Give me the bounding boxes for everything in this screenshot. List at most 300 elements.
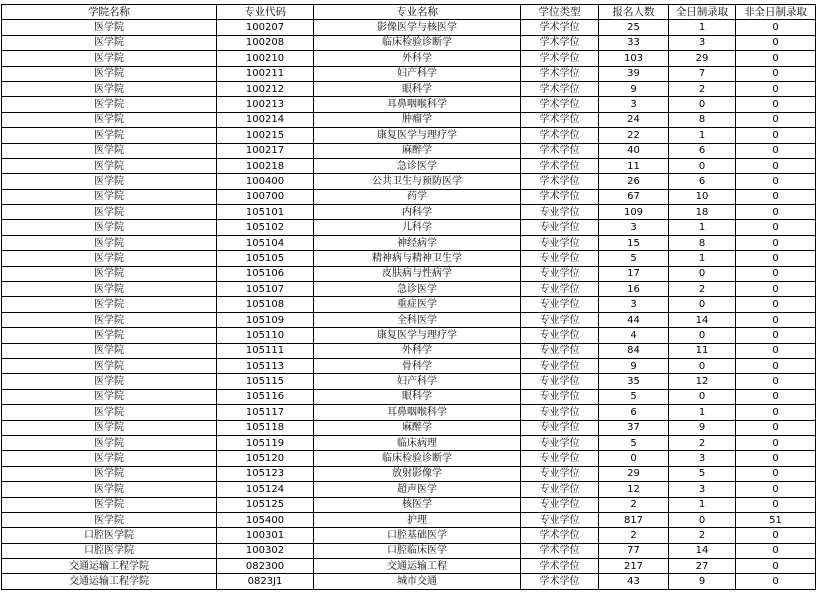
applicants-cell: 6: [599, 405, 669, 420]
major-name-cell: 耳鼻咽喉科学: [314, 405, 521, 420]
fulltime-admitted-cell: 0: [669, 512, 736, 527]
applicants-cell: 24: [599, 112, 669, 127]
parttime-admitted-cell: 0: [736, 128, 816, 143]
college-name-cell: 医学院: [2, 235, 217, 250]
table-row: [2, 420, 816, 435]
major-code-cell: 105117: [217, 405, 314, 420]
table-row: [2, 451, 816, 466]
college-name-cell: 医学院: [2, 20, 217, 35]
major-name-cell: 临床检验诊断学: [314, 35, 521, 50]
table-row: [2, 266, 816, 281]
parttime-admitted-cell: 0: [736, 220, 816, 235]
college-name-cell: 口腔医学院: [2, 528, 217, 543]
applicants-cell: 29: [599, 466, 669, 481]
degree-type-cell: 学术学位: [521, 143, 599, 158]
applicants-cell: 2: [599, 497, 669, 512]
fulltime-admitted-cell: 1: [669, 20, 736, 35]
major-code-cell: 105110: [217, 328, 314, 343]
major-code-cell: 100207: [217, 20, 314, 35]
major-name-cell: 药学: [314, 189, 521, 204]
parttime-admitted-cell: 0: [736, 97, 816, 112]
major-code-cell: 105113: [217, 358, 314, 373]
table-row: [2, 559, 816, 574]
major-name-cell: 康复医学与理疗学: [314, 328, 521, 343]
table-row: [2, 497, 816, 512]
major-name-cell: 麻醉学: [314, 420, 521, 435]
major-code-cell: 100217: [217, 143, 314, 158]
fulltime-admitted-cell: 8: [669, 235, 736, 250]
table-row: [2, 174, 816, 189]
fulltime-admitted-cell: 2: [669, 528, 736, 543]
table-row: [2, 35, 816, 50]
fulltime-admitted-cell: 7: [669, 66, 736, 81]
degree-type-cell: 学术学位: [521, 81, 599, 96]
header-major-code: 专业代码: [217, 5, 314, 20]
applicants-cell: 4: [599, 328, 669, 343]
table-row: [2, 466, 816, 481]
fulltime-admitted-cell: 1: [669, 220, 736, 235]
parttime-admitted-cell: 0: [736, 205, 816, 220]
college-name-cell: 交通运输工程学院: [2, 574, 217, 589]
table-row: [2, 20, 816, 35]
college-name-cell: 医学院: [2, 312, 217, 327]
degree-type-cell: 学术学位: [521, 128, 599, 143]
college-name-cell: 医学院: [2, 128, 217, 143]
applicants-cell: 40: [599, 143, 669, 158]
fulltime-admitted-cell: 3: [669, 451, 736, 466]
applicants-cell: 44: [599, 312, 669, 327]
table-row: [2, 343, 816, 358]
applicants-cell: 15: [599, 235, 669, 250]
major-code-cell: 105109: [217, 312, 314, 327]
header-degree-type: 学位类型: [521, 5, 599, 20]
major-code-cell: 105101: [217, 205, 314, 220]
fulltime-admitted-cell: 14: [669, 543, 736, 558]
major-name-cell: 儿科学: [314, 220, 521, 235]
major-code-cell: 100302: [217, 543, 314, 558]
college-name-cell: 医学院: [2, 189, 217, 204]
fulltime-admitted-cell: 27: [669, 559, 736, 574]
header-major-name: 专业名称: [314, 5, 521, 20]
major-name-cell: 重症医学: [314, 297, 521, 312]
fulltime-admitted-cell: 0: [669, 266, 736, 281]
table-row: [2, 297, 816, 312]
degree-type-cell: 学术学位: [521, 174, 599, 189]
applicants-cell: 43: [599, 574, 669, 589]
major-code-cell: 105106: [217, 266, 314, 281]
table-row: [2, 482, 816, 497]
parttime-admitted-cell: 0: [736, 482, 816, 497]
fulltime-admitted-cell: 8: [669, 112, 736, 127]
major-name-cell: 肿瘤学: [314, 112, 521, 127]
major-name-cell: 交通运输工程: [314, 559, 521, 574]
table-row: [2, 312, 816, 327]
major-name-cell: 核医学: [314, 497, 521, 512]
major-code-cell: 100301: [217, 528, 314, 543]
major-code-cell: 100215: [217, 128, 314, 143]
table-row: [2, 405, 816, 420]
major-code-cell: 105115: [217, 374, 314, 389]
table-row: [2, 389, 816, 404]
table-row: [2, 189, 816, 204]
major-name-cell: 外科学: [314, 51, 521, 66]
applicants-cell: 217: [599, 559, 669, 574]
degree-type-cell: 学术学位: [521, 112, 599, 127]
table-row: [2, 374, 816, 389]
degree-type-cell: 专业学位: [521, 451, 599, 466]
table-header-row: [2, 5, 816, 20]
applicants-cell: 17: [599, 266, 669, 281]
major-name-cell: 妇产科学: [314, 66, 521, 81]
degree-type-cell: 专业学位: [521, 405, 599, 420]
degree-type-cell: 专业学位: [521, 497, 599, 512]
major-code-cell: 100208: [217, 35, 314, 50]
parttime-admitted-cell: 0: [736, 282, 816, 297]
fulltime-admitted-cell: 3: [669, 482, 736, 497]
major-name-cell: 妇产科学: [314, 374, 521, 389]
table-row: [2, 66, 816, 81]
parttime-admitted-cell: 51: [736, 512, 816, 527]
admissions-table: [1, 4, 816, 590]
applicants-cell: 39: [599, 66, 669, 81]
major-name-cell: 眼科学: [314, 389, 521, 404]
fulltime-admitted-cell: 12: [669, 374, 736, 389]
college-name-cell: 医学院: [2, 420, 217, 435]
parttime-admitted-cell: 0: [736, 574, 816, 589]
parttime-admitted-cell: 0: [736, 189, 816, 204]
degree-type-cell: 学术学位: [521, 35, 599, 50]
major-name-cell: 内科学: [314, 205, 521, 220]
table-row: [2, 512, 816, 527]
college-name-cell: 医学院: [2, 374, 217, 389]
applicants-cell: 37: [599, 420, 669, 435]
major-code-cell: 105111: [217, 343, 314, 358]
applicants-cell: 11: [599, 158, 669, 173]
applicants-cell: 25: [599, 20, 669, 35]
parttime-admitted-cell: 0: [736, 358, 816, 373]
major-code-cell: 105400: [217, 512, 314, 527]
fulltime-admitted-cell: 1: [669, 251, 736, 266]
applicants-cell: 3: [599, 220, 669, 235]
parttime-admitted-cell: 0: [736, 528, 816, 543]
applicants-cell: 109: [599, 205, 669, 220]
major-code-cell: 105123: [217, 466, 314, 481]
fulltime-admitted-cell: 0: [669, 297, 736, 312]
header-applicants: 报名人数: [599, 5, 669, 20]
college-name-cell: 医学院: [2, 358, 217, 373]
college-name-cell: 医学院: [2, 97, 217, 112]
applicants-cell: 817: [599, 512, 669, 527]
degree-type-cell: 专业学位: [521, 282, 599, 297]
applicants-cell: 9: [599, 81, 669, 96]
applicants-cell: 5: [599, 389, 669, 404]
college-name-cell: 医学院: [2, 143, 217, 158]
college-name-cell: 医学院: [2, 389, 217, 404]
fulltime-admitted-cell: 9: [669, 574, 736, 589]
degree-type-cell: 专业学位: [521, 389, 599, 404]
major-code-cell: 0823J1: [217, 574, 314, 589]
fulltime-admitted-cell: 0: [669, 158, 736, 173]
degree-type-cell: 学术学位: [521, 20, 599, 35]
parttime-admitted-cell: 0: [736, 266, 816, 281]
major-code-cell: 105107: [217, 282, 314, 297]
major-code-cell: 100210: [217, 51, 314, 66]
fulltime-admitted-cell: 3: [669, 35, 736, 50]
college-name-cell: 医学院: [2, 51, 217, 66]
table-row: [2, 220, 816, 235]
parttime-admitted-cell: 0: [736, 112, 816, 127]
major-code-cell: 105124: [217, 482, 314, 497]
major-code-cell: 105104: [217, 235, 314, 250]
table-row: [2, 128, 816, 143]
major-name-cell: 麻醉学: [314, 143, 521, 158]
fulltime-admitted-cell: 9: [669, 420, 736, 435]
fulltime-admitted-cell: 1: [669, 497, 736, 512]
applicants-cell: 22: [599, 128, 669, 143]
degree-type-cell: 专业学位: [521, 205, 599, 220]
college-name-cell: 医学院: [2, 297, 217, 312]
degree-type-cell: 专业学位: [521, 343, 599, 358]
degree-type-cell: 专业学位: [521, 235, 599, 250]
college-name-cell: 医学院: [2, 220, 217, 235]
applicants-cell: 33: [599, 35, 669, 50]
major-name-cell: 放射影像学: [314, 466, 521, 481]
major-code-cell: 100212: [217, 81, 314, 96]
table-row: [2, 251, 816, 266]
major-code-cell: 105102: [217, 220, 314, 235]
parttime-admitted-cell: 0: [736, 66, 816, 81]
major-name-cell: 临床病理: [314, 435, 521, 450]
degree-type-cell: 学术学位: [521, 51, 599, 66]
header-college-name: 学院名称: [2, 5, 217, 20]
major-code-cell: 100213: [217, 97, 314, 112]
parttime-admitted-cell: 0: [736, 374, 816, 389]
degree-type-cell: 专业学位: [521, 251, 599, 266]
table-row: [2, 205, 816, 220]
major-name-cell: 外科学: [314, 343, 521, 358]
applicants-cell: 3: [599, 297, 669, 312]
major-code-cell: 100218: [217, 158, 314, 173]
major-name-cell: 耳鼻咽喉科学: [314, 97, 521, 112]
degree-type-cell: 专业学位: [521, 220, 599, 235]
college-name-cell: 医学院: [2, 466, 217, 481]
college-name-cell: 医学院: [2, 328, 217, 343]
parttime-admitted-cell: 0: [736, 420, 816, 435]
parttime-admitted-cell: 0: [736, 51, 816, 66]
major-code-cell: 100211: [217, 66, 314, 81]
parttime-admitted-cell: 0: [736, 35, 816, 50]
major-name-cell: 临床检验诊断学: [314, 451, 521, 466]
fulltime-admitted-cell: 1: [669, 405, 736, 420]
parttime-admitted-cell: 0: [736, 20, 816, 35]
fulltime-admitted-cell: 0: [669, 328, 736, 343]
major-code-cell: 105120: [217, 451, 314, 466]
parttime-admitted-cell: 0: [736, 343, 816, 358]
degree-type-cell: 学术学位: [521, 543, 599, 558]
parttime-admitted-cell: 0: [736, 81, 816, 96]
degree-type-cell: 专业学位: [521, 420, 599, 435]
degree-type-cell: 专业学位: [521, 297, 599, 312]
fulltime-admitted-cell: 29: [669, 51, 736, 66]
degree-type-cell: 学术学位: [521, 528, 599, 543]
degree-type-cell: 学术学位: [521, 559, 599, 574]
major-name-cell: 皮肤病与性病学: [314, 266, 521, 281]
fulltime-admitted-cell: 14: [669, 312, 736, 327]
college-name-cell: 医学院: [2, 435, 217, 450]
parttime-admitted-cell: 0: [736, 389, 816, 404]
applicants-cell: 3: [599, 97, 669, 112]
college-name-cell: 医学院: [2, 158, 217, 173]
table-row: [2, 51, 816, 66]
college-name-cell: 医学院: [2, 35, 217, 50]
fulltime-admitted-cell: 2: [669, 81, 736, 96]
degree-type-cell: 学术学位: [521, 574, 599, 589]
fulltime-admitted-cell: 6: [669, 174, 736, 189]
degree-type-cell: 学术学位: [521, 66, 599, 81]
table-row: [2, 543, 816, 558]
college-name-cell: 医学院: [2, 66, 217, 81]
table-row: [2, 358, 816, 373]
major-name-cell: 眼科学: [314, 81, 521, 96]
table-row: [2, 143, 816, 158]
college-name-cell: 医学院: [2, 405, 217, 420]
table-row: [2, 158, 816, 173]
applicants-cell: 0: [599, 451, 669, 466]
degree-type-cell: 专业学位: [521, 512, 599, 527]
table-body: [2, 20, 816, 589]
fulltime-admitted-cell: 18: [669, 205, 736, 220]
major-code-cell: 105116: [217, 389, 314, 404]
table-row: [2, 81, 816, 96]
applicants-cell: 67: [599, 189, 669, 204]
applicants-cell: 12: [599, 482, 669, 497]
college-name-cell: 医学院: [2, 251, 217, 266]
college-name-cell: 医学院: [2, 174, 217, 189]
applicants-cell: 9: [599, 358, 669, 373]
parttime-admitted-cell: 0: [736, 143, 816, 158]
fulltime-admitted-cell: 11: [669, 343, 736, 358]
degree-type-cell: 专业学位: [521, 328, 599, 343]
fulltime-admitted-cell: 2: [669, 435, 736, 450]
table-row: [2, 528, 816, 543]
header-fulltime-admitted: 全日制录取: [669, 5, 736, 20]
applicants-cell: 26: [599, 174, 669, 189]
major-name-cell: 超声医学: [314, 482, 521, 497]
major-name-cell: 口腔基础医学: [314, 528, 521, 543]
table-row: [2, 97, 816, 112]
college-name-cell: 医学院: [2, 266, 217, 281]
major-name-cell: 护理: [314, 512, 521, 527]
table-row: [2, 435, 816, 450]
fulltime-admitted-cell: 0: [669, 389, 736, 404]
college-name-cell: 医学院: [2, 81, 217, 96]
major-code-cell: 105108: [217, 297, 314, 312]
major-code-cell: 082300: [217, 559, 314, 574]
major-code-cell: 105119: [217, 435, 314, 450]
applicants-cell: 5: [599, 435, 669, 450]
major-code-cell: 105105: [217, 251, 314, 266]
header-parttime-admitted: 非全日制录取: [736, 5, 816, 20]
table-row: [2, 235, 816, 250]
major-name-cell: 急诊医学: [314, 158, 521, 173]
college-name-cell: 医学院: [2, 112, 217, 127]
college-name-cell: 医学院: [2, 497, 217, 512]
parttime-admitted-cell: 0: [736, 158, 816, 173]
table-row: [2, 328, 816, 343]
college-name-cell: 医学院: [2, 482, 217, 497]
parttime-admitted-cell: 0: [736, 435, 816, 450]
applicants-cell: 84: [599, 343, 669, 358]
parttime-admitted-cell: 0: [736, 328, 816, 343]
parttime-admitted-cell: 0: [736, 451, 816, 466]
fulltime-admitted-cell: 0: [669, 358, 736, 373]
parttime-admitted-cell: 0: [736, 235, 816, 250]
college-name-cell: 医学院: [2, 343, 217, 358]
fulltime-admitted-cell: 10: [669, 189, 736, 204]
degree-type-cell: 学术学位: [521, 189, 599, 204]
degree-type-cell: 专业学位: [521, 312, 599, 327]
major-code-cell: 100700: [217, 189, 314, 204]
college-name-cell: 医学院: [2, 512, 217, 527]
parttime-admitted-cell: 0: [736, 559, 816, 574]
major-name-cell: 城市交通: [314, 574, 521, 589]
fulltime-admitted-cell: 0: [669, 97, 736, 112]
parttime-admitted-cell: 0: [736, 405, 816, 420]
parttime-admitted-cell: 0: [736, 543, 816, 558]
major-name-cell: 康复医学与理疗学: [314, 128, 521, 143]
major-code-cell: 105125: [217, 497, 314, 512]
major-name-cell: 精神病与精神卫生学: [314, 251, 521, 266]
major-code-cell: 100400: [217, 174, 314, 189]
major-code-cell: 100214: [217, 112, 314, 127]
major-name-cell: 口腔临床医学: [314, 543, 521, 558]
college-name-cell: 医学院: [2, 282, 217, 297]
applicants-cell: 2: [599, 528, 669, 543]
college-name-cell: 医学院: [2, 205, 217, 220]
major-name-cell: 急诊医学: [314, 282, 521, 297]
applicants-cell: 5: [599, 251, 669, 266]
degree-type-cell: 专业学位: [521, 374, 599, 389]
parttime-admitted-cell: 0: [736, 466, 816, 481]
applicants-cell: 103: [599, 51, 669, 66]
college-name-cell: 交通运输工程学院: [2, 559, 217, 574]
degree-type-cell: 专业学位: [521, 358, 599, 373]
degree-type-cell: 专业学位: [521, 482, 599, 497]
major-name-cell: 公共卫生与预防医学: [314, 174, 521, 189]
major-name-cell: 全科医学: [314, 312, 521, 327]
fulltime-admitted-cell: 1: [669, 128, 736, 143]
table-row: [2, 282, 816, 297]
table-row: [2, 574, 816, 589]
major-name-cell: 影像医学与核医学: [314, 20, 521, 35]
degree-type-cell: 学术学位: [521, 158, 599, 173]
fulltime-admitted-cell: 2: [669, 282, 736, 297]
degree-type-cell: 学术学位: [521, 97, 599, 112]
college-name-cell: 口腔医学院: [2, 543, 217, 558]
degree-type-cell: 专业学位: [521, 266, 599, 281]
table-row: [2, 112, 816, 127]
applicants-cell: 77: [599, 543, 669, 558]
major-code-cell: 105118: [217, 420, 314, 435]
parttime-admitted-cell: 0: [736, 251, 816, 266]
fulltime-admitted-cell: 5: [669, 466, 736, 481]
parttime-admitted-cell: 0: [736, 497, 816, 512]
parttime-admitted-cell: 0: [736, 297, 816, 312]
parttime-admitted-cell: 0: [736, 312, 816, 327]
applicants-cell: 35: [599, 374, 669, 389]
fulltime-admitted-cell: 6: [669, 143, 736, 158]
major-name-cell: 骨科学: [314, 358, 521, 373]
